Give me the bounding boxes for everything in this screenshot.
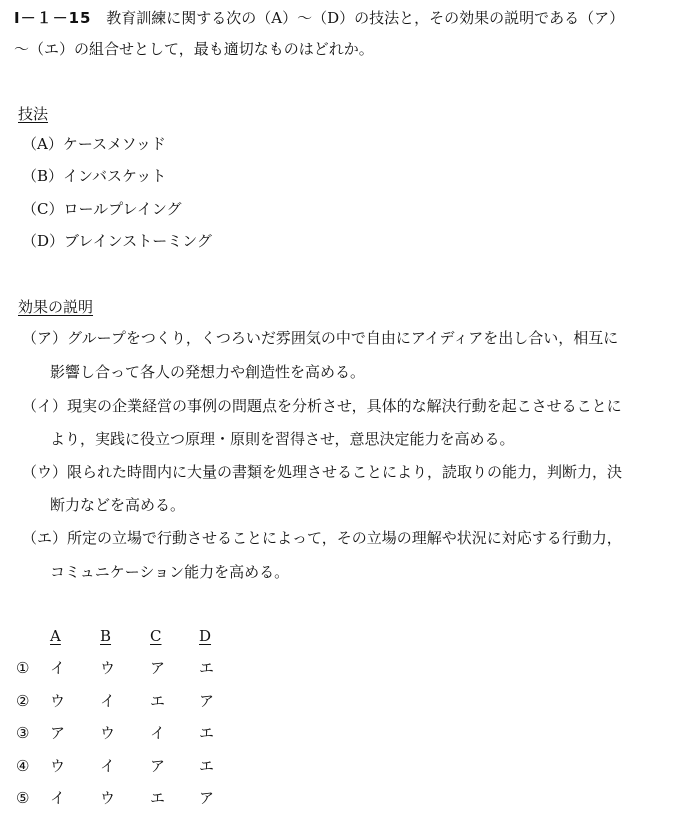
answer-cell: ア <box>150 659 166 677</box>
answer-cell: エ <box>150 789 166 807</box>
effect-label: （イ） <box>22 397 68 415</box>
answer-cell: イ <box>150 724 166 742</box>
answer-cell: ア <box>199 789 215 807</box>
answer-cell: ア <box>150 757 166 775</box>
answer-cell: ア <box>50 724 66 742</box>
technique-label: （C） <box>22 200 64 218</box>
answer-cell: ウ <box>50 757 66 775</box>
column-header-d: D <box>199 627 212 645</box>
answer-cell: イ <box>100 757 116 775</box>
question-line-1 <box>14 8 624 28</box>
technique-label: （B） <box>22 167 64 185</box>
column-header-c: C <box>150 627 162 645</box>
technique-item <box>22 231 212 251</box>
choice-number[interactable]: ⑤ <box>16 789 30 807</box>
technique-item <box>22 166 166 186</box>
answer-cell: エ <box>199 724 215 742</box>
technique-text: ケースメソッド <box>62 135 166 153</box>
choice-number[interactable]: ② <box>16 692 30 710</box>
choice-number[interactable]: ③ <box>16 724 30 742</box>
question-number: Ⅰ－１－15 <box>14 9 92 27</box>
answer-cell: エ <box>150 692 166 710</box>
effect-text: 所定の立場で行動させることによって，その立場の理解や状況に対応する行動力， <box>67 529 622 547</box>
answer-cell: イ <box>50 659 66 677</box>
answer-cell: エ <box>199 659 215 677</box>
answer-cell: ウ <box>100 724 116 742</box>
technique-text: インバスケット <box>63 167 167 185</box>
effect-label: （エ） <box>22 529 68 547</box>
technique-text: ロールプレイング <box>63 200 182 218</box>
effect-item-line1 <box>22 462 622 482</box>
effect-text: 限られた時間内に大量の書類を処理させることにより，読取りの能力，判断力，決 <box>67 463 623 481</box>
techniques-heading: 技法 <box>18 105 49 123</box>
answer-cell: ウ <box>100 659 116 677</box>
answer-cell: イ <box>50 789 66 807</box>
column-header-a: A <box>50 627 61 645</box>
technique-item <box>22 199 182 219</box>
question-text-2: ～（エ）の組合せとして，最も適切なものはどれか。 <box>14 40 374 58</box>
effect-item-line2: より，実践に役立つ原理・原則を習得させ，意思決定能力を高める。 <box>50 430 515 448</box>
effect-text: 現実の企業経営の事例の問題点を分析させ，具体的な解決行動を起こさせることに <box>67 397 622 415</box>
effect-item-line1 <box>22 396 622 416</box>
technique-item <box>22 134 166 154</box>
technique-text: ブレインストーミング <box>64 232 212 250</box>
effect-item-line2: 断力などを高める。 <box>50 496 186 514</box>
column-header-b: B <box>100 627 112 645</box>
effect-item-line2: 影響し合って各人の発想力や創造性を高める。 <box>50 363 366 381</box>
question-text-1: 教育訓練に関する次の（A）～（D）の技法と，その効果の説明である（ア） <box>106 9 625 27</box>
choice-number[interactable]: ① <box>16 659 30 677</box>
effect-label: （ア） <box>22 329 68 347</box>
technique-label: （D） <box>22 232 65 250</box>
effect-item-line1 <box>22 528 622 548</box>
answer-cell: ウ <box>50 692 66 710</box>
answer-cell: エ <box>199 757 215 775</box>
effect-label: （ウ） <box>22 463 68 481</box>
technique-label: （A） <box>22 135 63 153</box>
choice-number[interactable]: ④ <box>16 757 30 775</box>
effect-text: グループをつくり，くつろいだ雰囲気の中で自由にアイディアを出し合い，相互に <box>67 329 619 347</box>
effect-item-line1 <box>22 328 618 348</box>
effect-item-line2: コミュニケーション能力を高める。 <box>50 563 290 581</box>
answer-cell: イ <box>100 692 116 710</box>
answer-cell: ウ <box>100 789 116 807</box>
effects-heading: 効果の説明 <box>18 298 94 316</box>
answer-cell: ア <box>199 692 215 710</box>
